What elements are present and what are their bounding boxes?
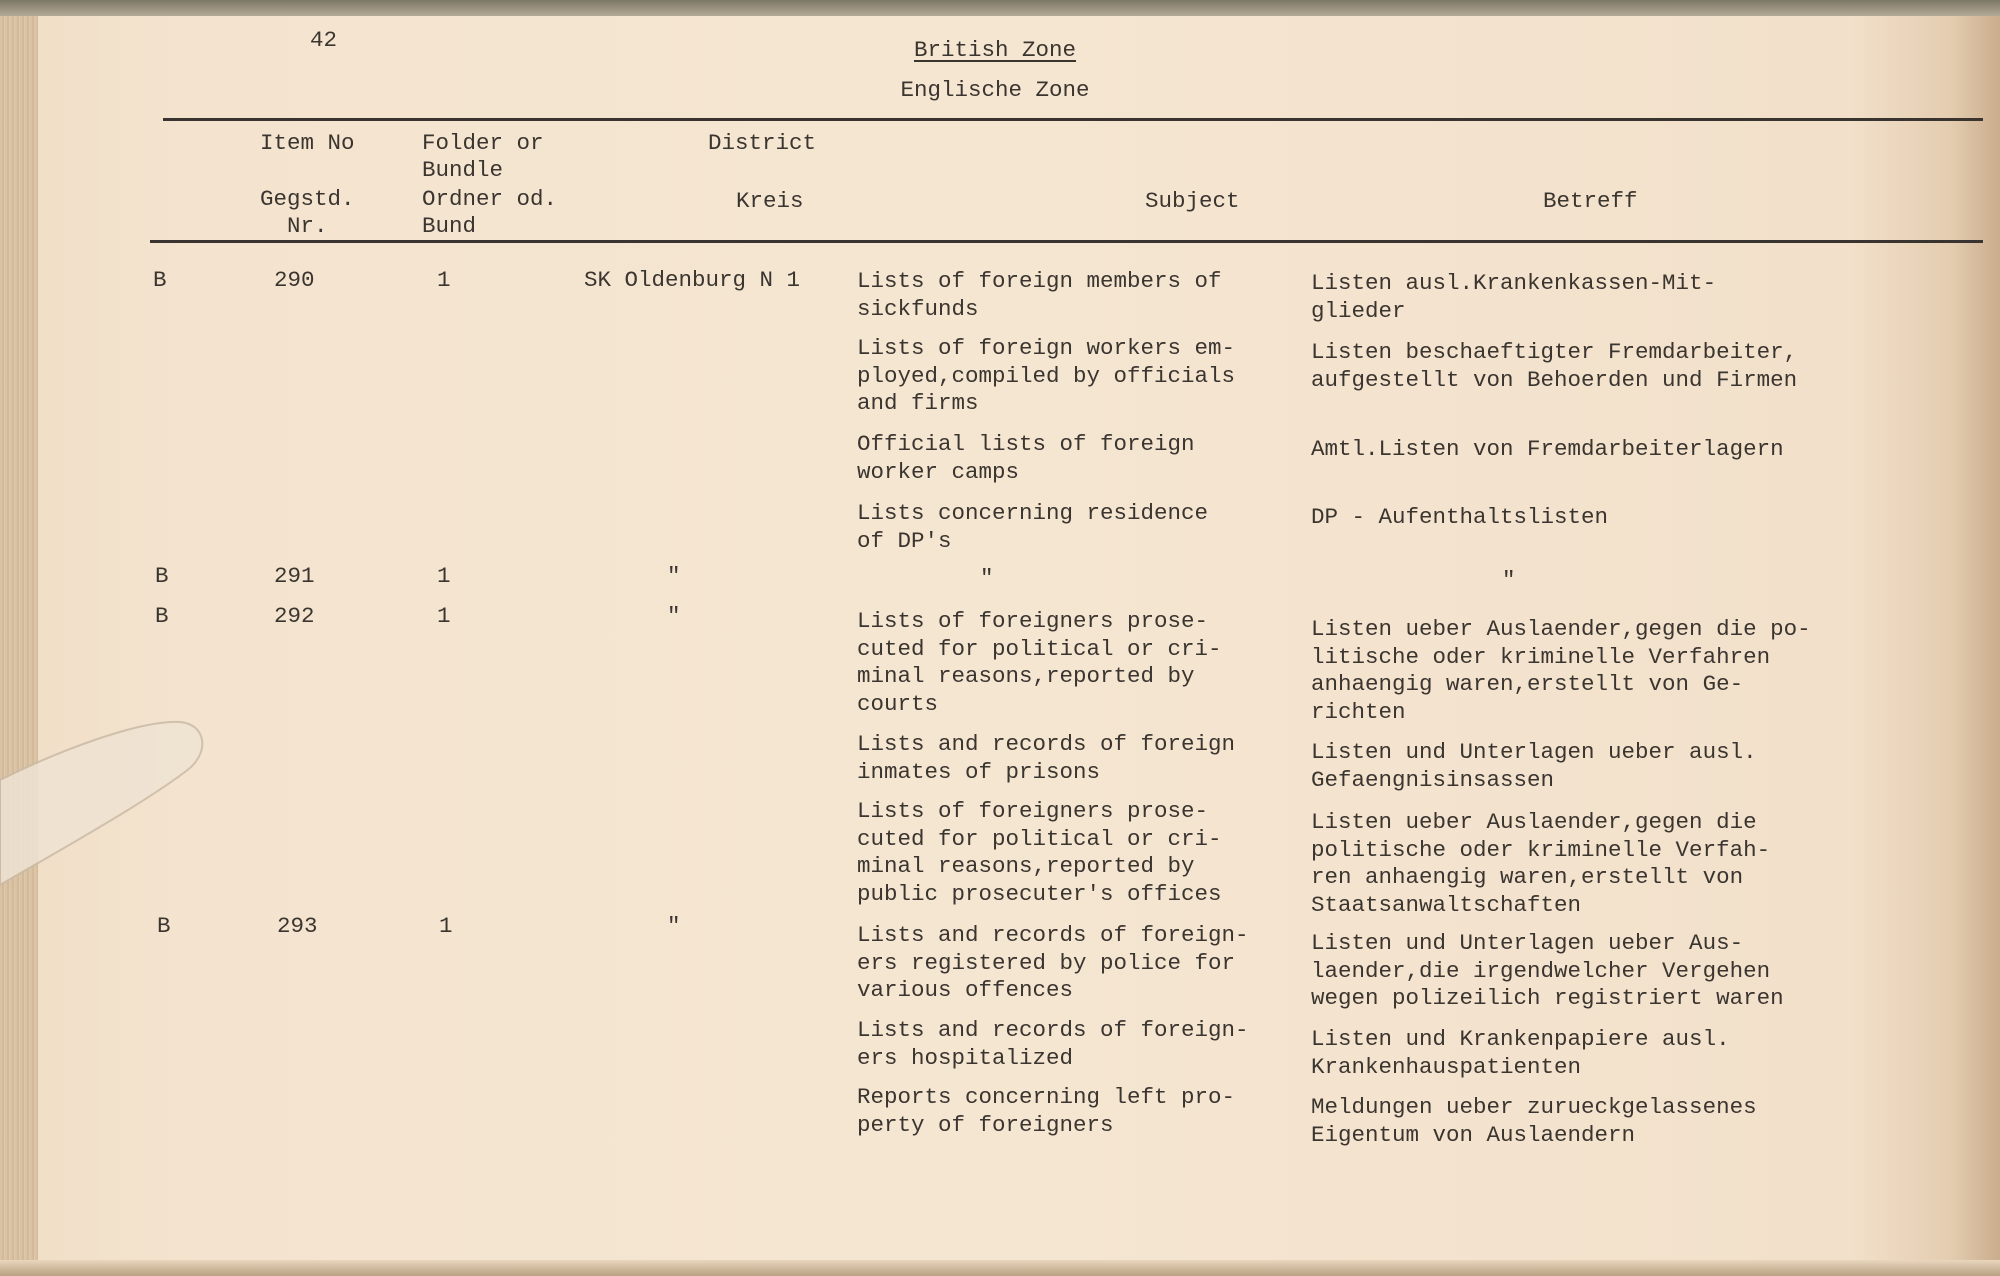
- row-betreff-ditto: ": [1502, 567, 1516, 593]
- subject-entry: Lists of foreign members of sickfunds: [857, 268, 1222, 322]
- book-bottom-edge: [0, 1260, 2000, 1276]
- header-ordner: Ordner od.: [422, 186, 558, 212]
- row-prefix: B: [153, 267, 167, 293]
- header-nr: Nr.: [287, 213, 328, 239]
- betreff-entry: Amtl.Listen von Fremdarbeiterlagern: [1311, 436, 1784, 462]
- book-top-edge: [0, 0, 2000, 16]
- row-item-no: 290: [274, 267, 315, 293]
- page-title: British Zone: [913, 37, 1077, 63]
- book-page-edges: [0, 16, 38, 1266]
- subject-entry: Lists and records of foreign- ers registered by police for various offences: [857, 922, 1249, 1003]
- betreff-entry: Listen ueber Auslaender,gegen die po- litische oder kriminelle Verfahren anhaengig waren,erstellt von Ge- richten: [1311, 616, 1811, 725]
- header-bund: Bund: [422, 213, 477, 239]
- row-folder: 1: [439, 913, 453, 939]
- betreff-entry: DP - Aufenthaltslisten: [1311, 504, 1609, 530]
- header-item-no: Item No: [260, 130, 355, 156]
- betreff-entry: Listen beschaeftigter Fremdarbeiter, aufgestellt von Behoerden und Firmen: [1311, 339, 1798, 393]
- betreff-entry: Listen und Unterlagen ueber Aus- laender,die irgendwelcher Vergehen wegen polizeilich registriert waren: [1311, 930, 1784, 1011]
- row-item-no: 292: [274, 603, 315, 629]
- header-district: District: [708, 130, 817, 156]
- row-subject-ditto: ": [980, 565, 994, 591]
- page-number: 42: [310, 27, 338, 53]
- top-rule: [163, 118, 1983, 121]
- subject-entry: Lists concerning residence of DP's: [857, 500, 1209, 554]
- row-district-ditto: ": [667, 563, 681, 589]
- header-kreis: Kreis: [736, 188, 804, 214]
- row-prefix: B: [155, 603, 169, 629]
- row-district-ditto: ": [667, 603, 681, 629]
- subject-entry: Lists of foreigners prose- cuted for political or cri- minal reasons,reported by courts: [857, 608, 1222, 717]
- subject-entry: Official lists of foreign worker camps: [857, 431, 1195, 485]
- subject-entry: Lists and records of foreign- ers hospitalized: [857, 1017, 1249, 1071]
- subject-entry: Lists of foreigners prose- cuted for political or cri- minal reasons,reported by public prosecuter's offices: [857, 798, 1222, 907]
- row-district-ditto: ": [667, 913, 681, 939]
- row-item-no: 291: [274, 563, 315, 589]
- row-item-no: 293: [277, 913, 318, 939]
- subject-entry: Lists of foreign workers em- ployed,compiled by officials and firms: [857, 335, 1236, 416]
- row-district: SK Oldenburg N 1: [584, 267, 801, 293]
- header-bottom-rule: [150, 240, 1983, 243]
- row-folder: 1: [437, 603, 451, 629]
- betreff-entry: Listen ausl.Krankenkassen-Mit- glieder: [1311, 270, 1717, 324]
- header-betreff: Betreff: [1543, 188, 1638, 214]
- row-folder: 1: [437, 267, 451, 293]
- row-prefix: B: [157, 913, 171, 939]
- row-prefix: B: [155, 563, 169, 589]
- page-subtitle: Englische Zone: [900, 77, 1090, 103]
- betreff-entry: Listen ueber Auslaender,gegen die politische oder kriminelle Verfah- ren anhaengig waren,erstellt von Staatsanwaltschaften: [1311, 809, 1771, 918]
- subject-entry: Lists and records of foreign inmates of prisons: [857, 731, 1236, 785]
- header-subject: Subject: [1145, 188, 1240, 214]
- row-folder: 1: [437, 563, 451, 589]
- subject-entry: Reports concerning left pro- perty of foreigners: [857, 1084, 1236, 1138]
- header-bundle: Bundle: [422, 157, 504, 183]
- page-clip-shape: [0, 710, 210, 890]
- betreff-entry: Meldungen ueber zurueckgelassenes Eigentum von Auslaendern: [1311, 1094, 1757, 1148]
- betreff-entry: Listen und Unterlagen ueber ausl. Gefaengnisinsassen: [1311, 739, 1757, 793]
- header-folder-or: Folder or: [422, 130, 544, 156]
- header-gegstd: Gegstd.: [260, 186, 355, 212]
- betreff-entry: Listen und Krankenpapiere ausl. Krankenhauspatienten: [1311, 1026, 1730, 1080]
